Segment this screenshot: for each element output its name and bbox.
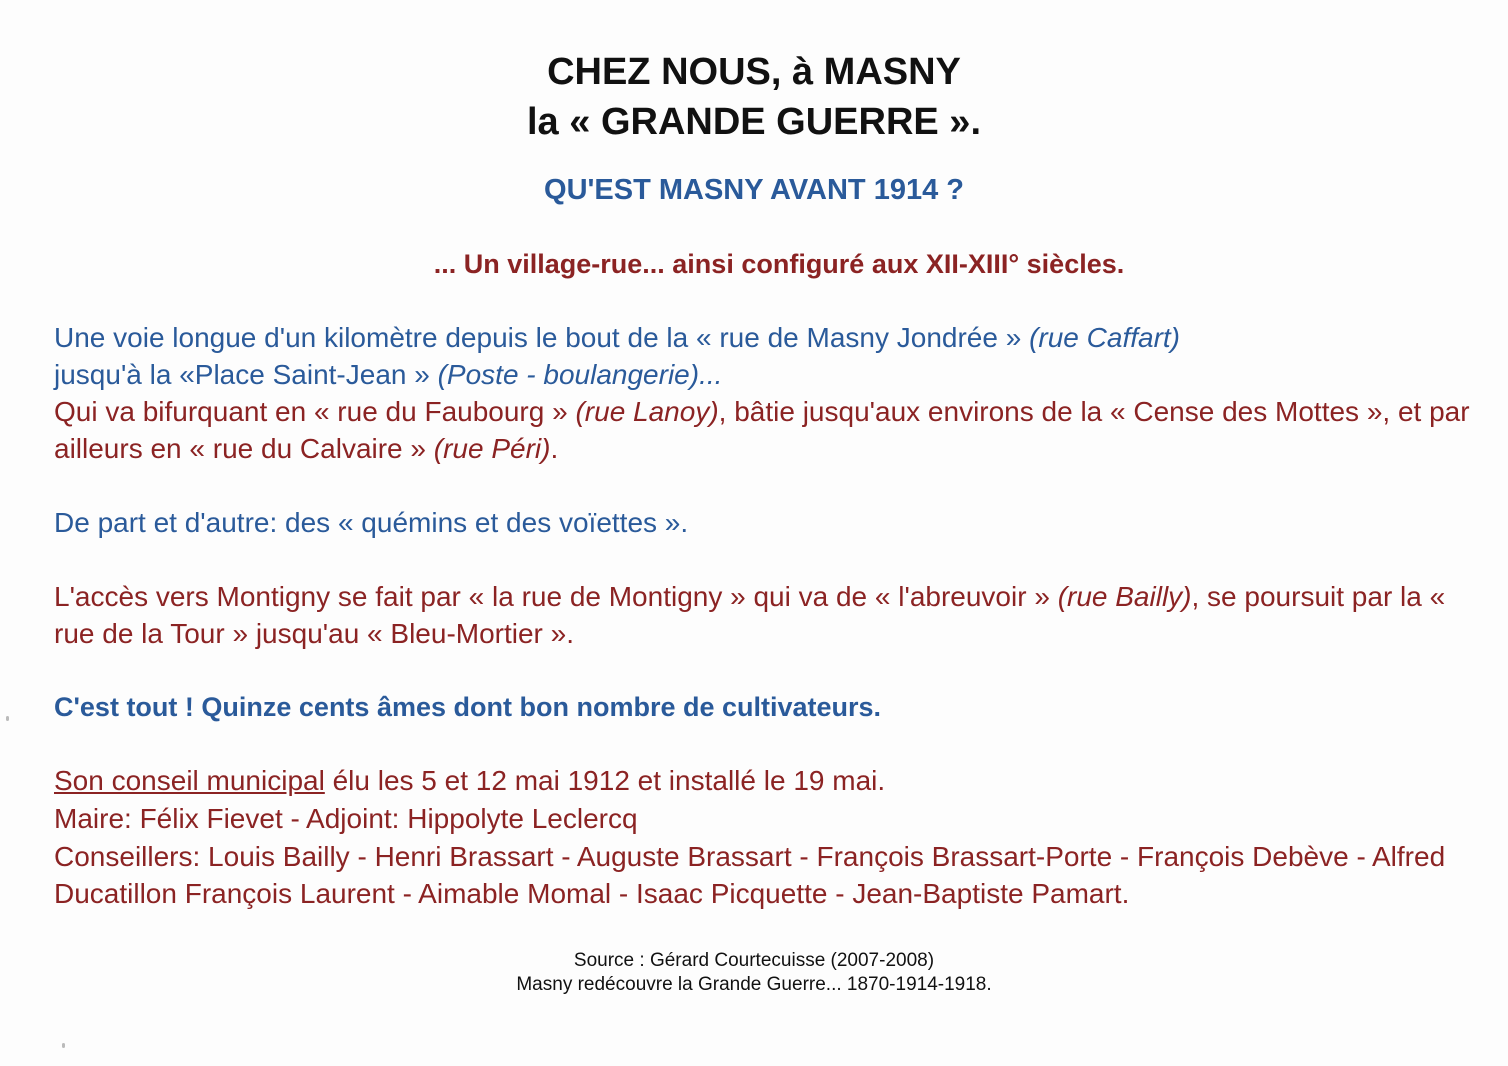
paragraph-voie-text-a: Une voie longue d'un kilomètre depuis le bout de la « rue de Masny Jondrée » [54, 322, 1030, 353]
council-heading-rest: élu les 5 et 12 mai 1912 et installé le 19 mai. [324, 765, 886, 796]
paragraph-montigny-text-b: , se poursuit par la « rue de la Tour » jusqu'au « Bleu-Mortier ». [54, 581, 1446, 649]
paragraph-voie-italic-a: (rue Caffart) [1029, 322, 1181, 353]
council-mayor: Maire: Félix Fievet - Adjoint: Hippolyte Leclercq [54, 803, 638, 834]
council-heading-line [54, 762, 1474, 799]
council-heading: Son conseil municipal [54, 765, 325, 796]
paragraph-bifurcation-italic-a: (rue Lanoy) [575, 396, 719, 427]
paragraph-bifurcation-text-b: , bâtie jusqu'aux environs de la « Cense des Mottes », et par ailleurs en « rue du Calvaire » [54, 396, 1470, 464]
scan-mark [6, 716, 9, 721]
source-line-2: Masny redécouvre la Grande Guerre... 1870-1914-1918. [516, 974, 992, 995]
paragraph-montigny [54, 578, 1474, 652]
scan-mark [62, 1043, 65, 1048]
paragraph-population: C'est tout ! Quinze cents âmes dont bon nombre de cultivateurs. [54, 692, 882, 722]
title-line-1: CHEZ NOUS, à MASNY [547, 51, 961, 93]
paragraph-quemins: De part et d'autre: des « quémins et des voïettes ». [54, 507, 689, 538]
intro-line: ... Un village-rue... ainsi configuré aux XII-XIII° siècles. [433, 249, 1125, 279]
paragraph-montigny-italic-a: (rue Bailly) [1057, 581, 1192, 612]
subtitle: QU'EST MASNY AVANT 1914 ? [544, 174, 964, 206]
council-members: Conseillers: Louis Bailly - Henri Brassart - Auguste Brassart - François Brassart-Porte - François Debève - Alfred Ducatillon François Laurent - Aimable Momal - Isaac Picquette - Jean-Baptiste Pamart. [54, 841, 1446, 909]
paragraph-bifurcation [54, 393, 1474, 467]
paragraph-bifurcation-text-c: . [550, 433, 559, 464]
paragraph-voie-text-b: jusqu'à la «Place Saint-Jean » [54, 359, 438, 390]
source-line-1: Source : Gérard Courtecuisse (2007-2008) [573, 950, 935, 971]
paragraph-voie [54, 319, 1474, 393]
paragraph-montigny-text-a: L'accès vers Montigny se fait par « la rue de Montigny » qui va de « l'abreuvoir » [54, 581, 1058, 612]
paragraph-bifurcation-italic-b: (rue Péri) [433, 433, 551, 464]
title-line-2: la « GRANDE GUERRE ». [527, 101, 981, 143]
paragraph-bifurcation-text-a: Qui va bifurquant en « rue du Faubourg » [54, 396, 576, 427]
paragraph-voie-italic-b: (Poste - boulangerie)... [437, 359, 723, 390]
